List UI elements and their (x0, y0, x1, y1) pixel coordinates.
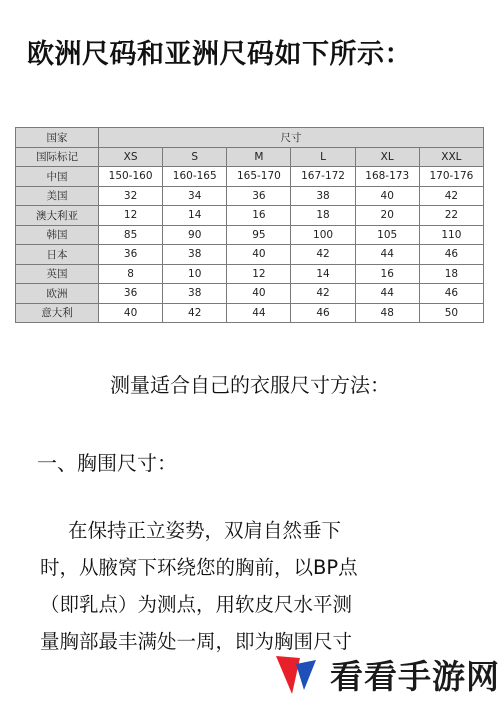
table-row (16, 186, 484, 206)
table-cell: 20 (355, 206, 419, 226)
row-label-cell: 日本 (16, 245, 99, 265)
table-cell: 38 (291, 186, 355, 206)
table-cell: M (227, 147, 291, 167)
table-cell: 38 (163, 245, 227, 265)
table-cell: 150-160 (99, 167, 163, 187)
site-watermark (270, 646, 500, 698)
row-label-cell: 国际标记 (16, 147, 99, 167)
table-cell: XS (99, 147, 163, 167)
table-row (16, 245, 484, 265)
measure-method-title: 测量适合自己的衣服尺寸方法： (110, 373, 390, 397)
table-cell: 36 (227, 186, 291, 206)
table-cell: 38 (163, 284, 227, 304)
row-label-cell: 中国 (16, 167, 99, 187)
brand-logo-icon (270, 650, 320, 696)
row-label-cell: 澳大利亚 (16, 206, 99, 226)
table-cell: 165-170 (227, 167, 291, 187)
table-cell: 40 (99, 303, 163, 323)
table-cell: 42 (291, 245, 355, 265)
table-cell: 46 (291, 303, 355, 323)
table-cell: 14 (163, 206, 227, 226)
table-cell: 48 (355, 303, 419, 323)
table-cell: 42 (163, 303, 227, 323)
table-row (16, 303, 484, 323)
table-cell: 40 (227, 245, 291, 265)
table-cell: 46 (419, 284, 483, 304)
paragraph-line: （即乳点）为测点，用软皮尺水平测 (40, 593, 353, 616)
table-cell: 12 (227, 264, 291, 284)
table-cell: 44 (355, 245, 419, 265)
chest-measure-paragraph (40, 512, 472, 660)
table-cell: 16 (227, 206, 291, 226)
table-cell: 10 (163, 264, 227, 284)
table-cell: XXL (419, 147, 483, 167)
table-cell: 12 (99, 206, 163, 226)
table-cell: 170-176 (419, 167, 483, 187)
table-corner-cell: 国家 (16, 128, 99, 148)
paragraph-line: 时，从腋窝下环绕您的胸前，以BP点 (40, 556, 358, 579)
table-cell: 34 (163, 186, 227, 206)
table-cell: 40 (355, 186, 419, 206)
table-cell: 167-172 (291, 167, 355, 187)
table-row (16, 284, 484, 304)
table-cell: 50 (419, 303, 483, 323)
row-label-cell: 欧洲 (16, 284, 99, 304)
table-cell: 46 (419, 245, 483, 265)
table-cell: 95 (227, 225, 291, 245)
table-cell: 36 (99, 245, 163, 265)
table-cell: 44 (227, 303, 291, 323)
table-cell: 100 (291, 225, 355, 245)
table-cell: 16 (355, 264, 419, 284)
table-cell: 8 (99, 264, 163, 284)
table-cell: 105 (355, 225, 419, 245)
row-label-cell: 韩国 (16, 225, 99, 245)
table-cell: 168-173 (355, 167, 419, 187)
table-top-row (16, 128, 484, 148)
table-cell: S (163, 147, 227, 167)
row-label-cell: 美国 (16, 186, 99, 206)
table-cell: L (291, 147, 355, 167)
table-span-header: 尺寸 (99, 128, 484, 148)
table-cell: 36 (99, 284, 163, 304)
table-cell: 18 (419, 264, 483, 284)
table-cell: XL (355, 147, 419, 167)
paragraph-line: 量胸部最丰满处一周，即为胸围尺寸 (40, 630, 353, 653)
paragraph-line: 在保持正立姿势，双肩自然垂下 (68, 519, 342, 542)
table-cell: 40 (227, 284, 291, 304)
row-label-cell: 意大利 (16, 303, 99, 323)
table-cell: 42 (291, 284, 355, 304)
table-row (16, 225, 484, 245)
table-cell: 90 (163, 225, 227, 245)
table-cell: 42 (419, 186, 483, 206)
table-cell: 44 (355, 284, 419, 304)
row-label-cell: 英国 (16, 264, 99, 284)
table-cell: 18 (291, 206, 355, 226)
page-heading: 欧洲尺码和亚洲尺码如下所示： (27, 39, 412, 70)
table-cell: 22 (419, 206, 483, 226)
size-chart-table (15, 127, 484, 323)
table-row (16, 167, 484, 187)
section-heading-chest: 一、胸围尺寸： (37, 451, 177, 475)
table-row (16, 264, 484, 284)
watermark-text: 看看手游网 (330, 657, 500, 696)
table-row (16, 206, 484, 226)
table-cell: 110 (419, 225, 483, 245)
table-header-row (16, 147, 484, 167)
table-cell: 14 (291, 264, 355, 284)
table-cell: 160-165 (163, 167, 227, 187)
table-cell: 32 (99, 186, 163, 206)
table-cell: 85 (99, 225, 163, 245)
